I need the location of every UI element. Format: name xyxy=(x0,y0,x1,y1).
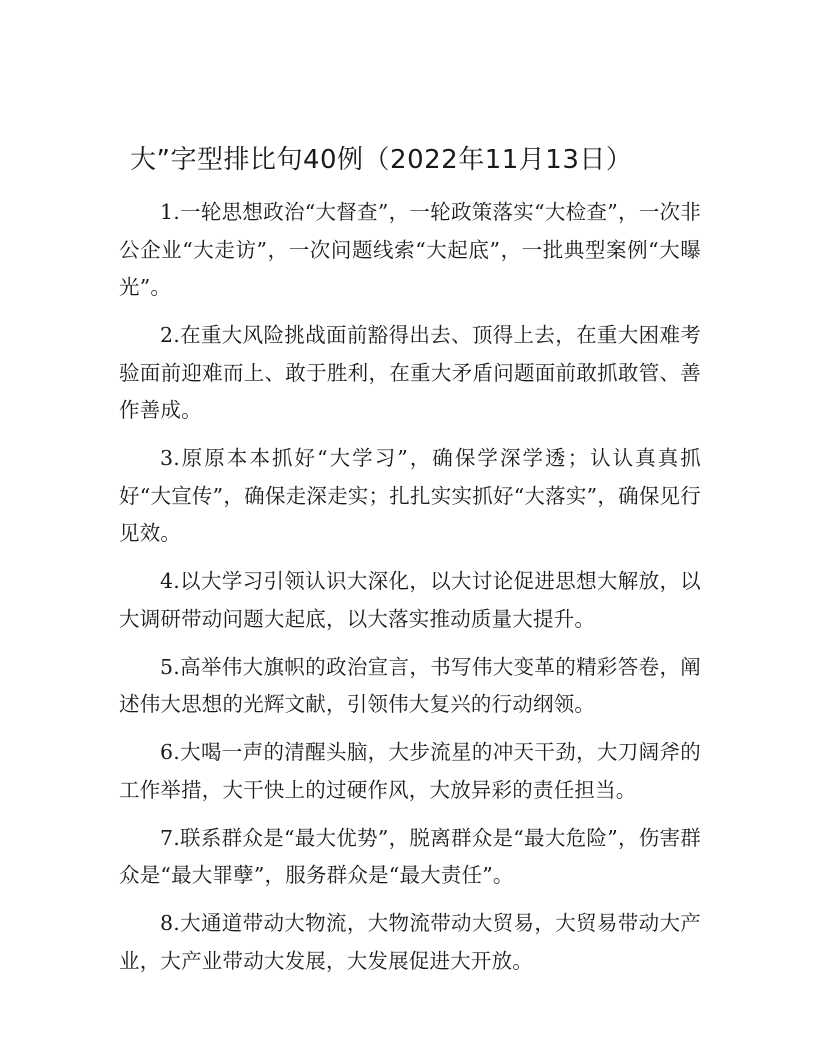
paragraph-4: 4.以大学习引领认识大深化，以大讨论促进思想大解放，以大调研带动问题大起底，以大落实推动质量大提升。 xyxy=(119,569,701,631)
document-title: 大”字型排比句40例（2022年11月13日） xyxy=(130,145,633,175)
document-body xyxy=(119,194,701,991)
paragraph-3: 3.原原本本抓好“大学习”，确保学深学透；认认真真抓好“大宣传”，确保走深走实；扎扎实实抓好“大落实”，确保见行见效。 xyxy=(119,446,701,545)
paragraph-6: 6.大喝一声的清醒头脑，大步流星的冲天干劲，大刀阔斧的工作举措，大干快上的过硬作风，大放异彩的责任担当。 xyxy=(119,740,701,802)
paragraph-7: 7.联系群众是“最大优势”，脱离群众是“最大危险”，伤害群众是“最大罪孽”，服务群众是“最大责任”。 xyxy=(119,825,701,887)
paragraph-2: 2.在重大风险挑战面前豁得出去、顶得上去，在重大困难考验面前迎难而上、敢于胜利，在重大矛盾问题面前敢抓敢管、善作善成。 xyxy=(119,323,701,422)
paragraph-5: 5.高举伟大旗帜的政治宣言，书写伟大变革的精彩答卷，阐述伟大思想的光辉文献，引领伟大复兴的行动纲领。 xyxy=(119,654,701,716)
paragraph-8: 8.大通道带动大物流，大物流带动大贸易，大贸易带动大产业，大产业带动大发展，大发展促进大开放。 xyxy=(119,911,701,973)
paragraph-1: 1.一轮思想政治“大督查”，一轮政策落实“大检查”，一次非公企业“大走访”，一次问题线索“大起底”，一批典型案例“大曝光”。 xyxy=(119,200,701,299)
